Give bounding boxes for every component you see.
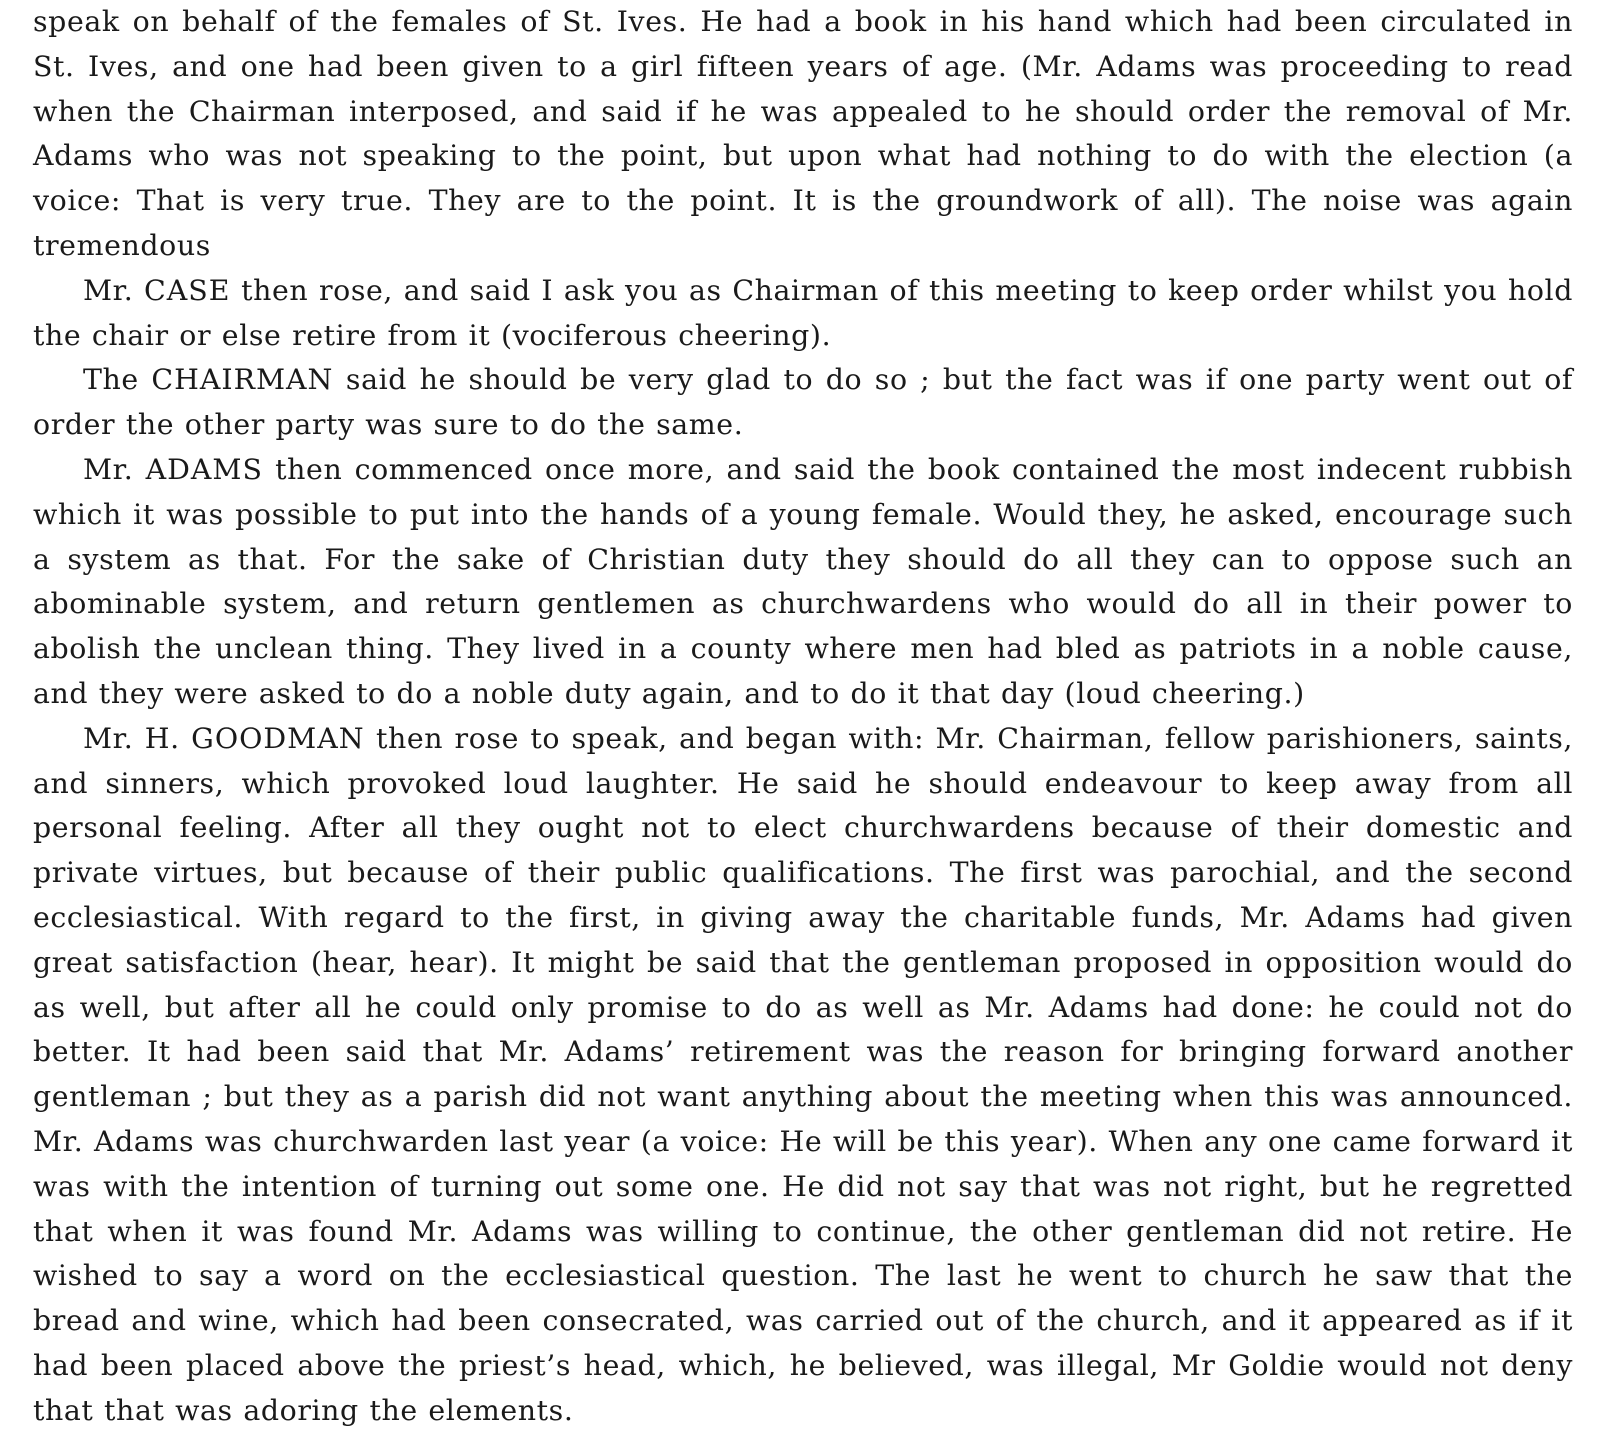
paragraph-3 bbox=[33, 358, 1573, 448]
paragraph-text: then rose, and said I ask you as Chairman of this meeting to keep order whilst you hold the chair or else retire from it (vociferous cheering). bbox=[33, 273, 1573, 352]
speaker-name: CHAIRMAN bbox=[151, 363, 334, 397]
document-page bbox=[33, 0, 1573, 1434]
speaker-name: ADAMS bbox=[145, 452, 263, 486]
paragraph-text: Mr. bbox=[83, 273, 145, 307]
paragraph-text: Mr. H. bbox=[83, 721, 192, 755]
paragraph-4 bbox=[33, 448, 1573, 717]
paragraph-2 bbox=[33, 269, 1573, 359]
paragraph-1 bbox=[33, 0, 1573, 269]
paragraph-text: said he should be very glad to do so ; but the fact was if one party went out of order the other party was sure to do the same. bbox=[33, 363, 1573, 442]
speaker-name: CASE bbox=[144, 273, 231, 307]
paragraph-text: The bbox=[83, 363, 152, 397]
paragraph-text: then rose to speak, and began with: Mr. Chairman, fellow parishioners, saints, and sinners, which provoked loud laughter. He said he should endeavour to keep away from all personal feeling. After all they ought not to elect churchwardens because of their domestic and private virtues, but because of their public qualifications. The first was parochial, and the second ecclesiastical. With regard to the first, in giving away the charitable funds, Mr. Adams had given great satisfaction (hear, hear). It might be said that the gentleman proposed in opposition would do as well, but after all he could only promise to do as well as Mr. Adams had done: he could not do better. It had been said that Mr. Adams’ retirement was the reason for bringing forward another gentleman ; but they as a parish did not want anything about the meeting when this was announced. Mr. Adams was churchwarden last year (a voice: He will be this year). When any one came forward it was with the intention of turning out some one. He did not say that was not right, but he regretted that when it was found Mr. Adams was willing to continue, the other gentleman did not retire. He wished to say a word on the ecclesiastical question. The last he went to church he saw that the bread and wine, which had been consecrated, was carried out of the church, and it appeared as if it had been placed above the priest’s head, which, he believed, was illegal, Mr Goldie would not deny that that was adoring the elements. bbox=[33, 721, 1573, 1427]
paragraph-text: Mr. bbox=[83, 452, 146, 486]
paragraph-text: then commenced once more, and said the book contained the most indecent rubbish which it was possible to put into the hands of a young female. Would they, he asked, encourage such a system as that. For the sake of Christian duty they should do all they can to oppose such an abominable system, and return gentlemen as churchwardens who would do all in their power to abolish the unclean thing. They lived in a county where men had bled as patriots in a noble cause, and they were asked to do a noble duty again, and to do it that day (loud cheering.) bbox=[33, 452, 1573, 710]
speaker-name: GOODMAN bbox=[191, 721, 365, 755]
paragraph-text: speak on behalf of the females of St. Ives. He had a book in his hand which had been circulated in St. Ives, and one had been given to a girl fifteen years of age. (Mr. Adams was proceeding to read when the Chairman interposed, and said if he was appealed to he should order the removal of Mr. Adams who was not speaking to the point, but upon what had nothing to do with the election (a voice: That is very true. They are to the point. It is the groundwork of all). The noise was again tremendous bbox=[33, 5, 1573, 262]
paragraph-5 bbox=[33, 717, 1573, 1434]
